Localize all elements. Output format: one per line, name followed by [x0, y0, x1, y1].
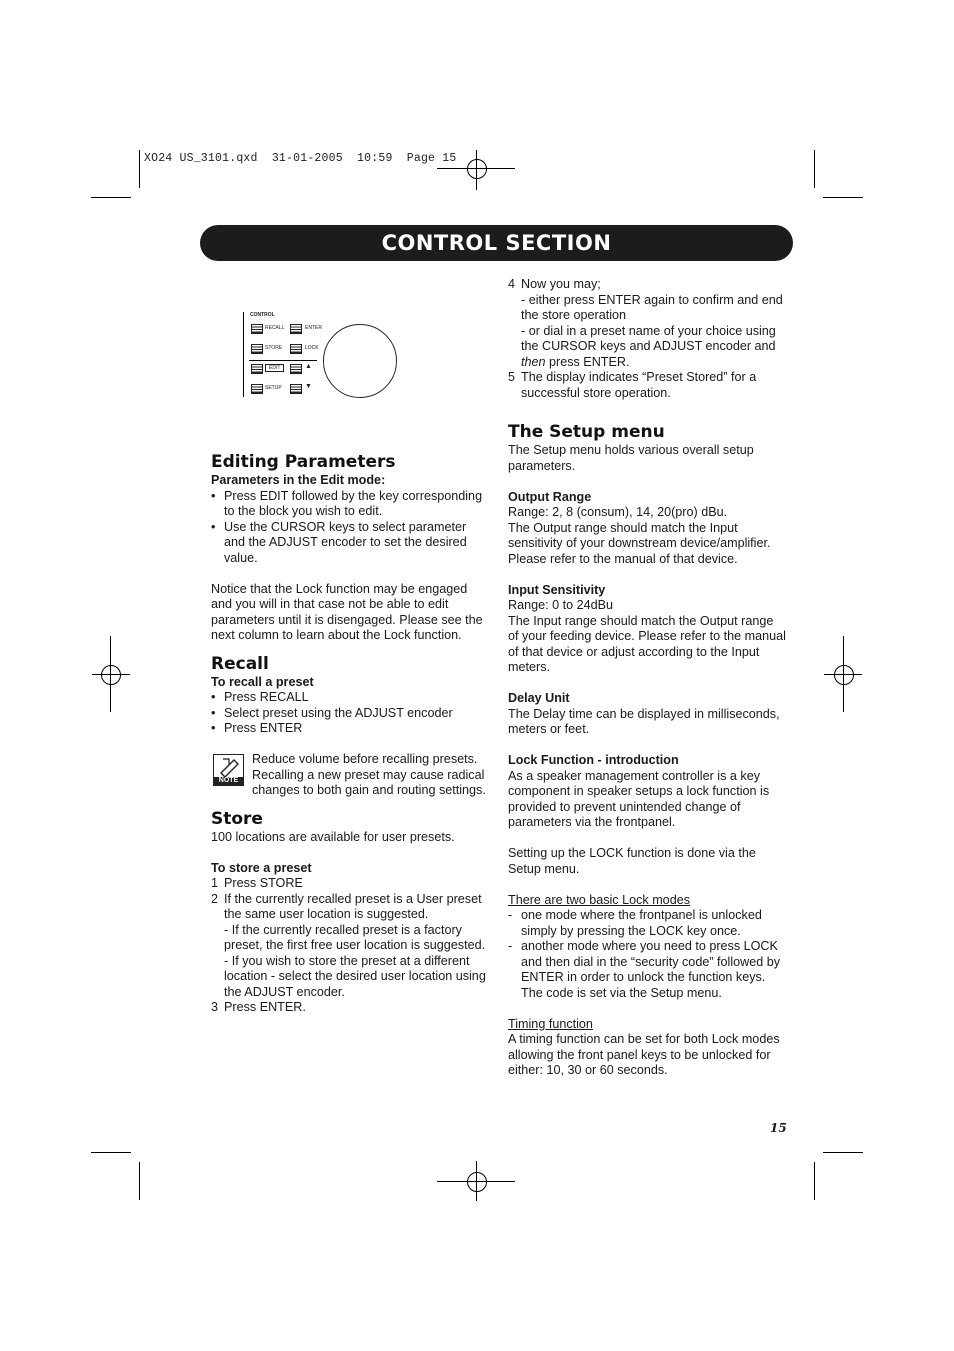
file-info: XO24 US_3101.qxd 31-01-2005 10:59 Page 15 [144, 152, 457, 165]
recall-heading: Recall [211, 653, 269, 674]
input-sensitivity-values: Range: 0 to 24dBu [508, 598, 614, 612]
note-text: Reduce volume before recalling presets. Recalling a new preset may cause radical changes to both gain and routing settings. [252, 752, 486, 797]
banner-title: CONTROL SECTION [381, 231, 612, 255]
setup-key [251, 384, 263, 394]
delay-unit-text: The Delay time can be displayed in milliseconds, meters or feet. [508, 706, 780, 736]
setup-heading: The Setup menu [508, 422, 665, 442]
store-subheading: To store a preset [211, 860, 312, 875]
lock-function-heading: Lock Function - introduction [508, 753, 679, 767]
output-range-values: Range: 2, 8 (consum), 14, 20(pro) dBu. [508, 505, 728, 519]
page-number: 15 [770, 1121, 787, 1135]
input-sensitivity-heading: Input Sensitivity [508, 582, 606, 597]
note-box [211, 752, 486, 799]
lock-notice: Notice that the Lock function may be engaged and you will in that case not be able to edit parameters until it is disengaged. Please see the next column to learn about the Lock function. [211, 581, 483, 642]
list-item-continuation: - If you wish to store the preset at a different location - select the desired user location using the ADJUST encoder. [224, 953, 486, 999]
output-range-text: The Output range should match the Input sensitivity of your downstream device/amplifier. Please refer to the manual of that device. [508, 520, 771, 566]
list-item: 4 Now you may; [508, 277, 601, 291]
lock-key-label: LOCK [305, 345, 319, 351]
recall-subheading: To recall a preset [211, 674, 314, 689]
timing-function-text: A timing function can be set for both Lock modes allowing the front panel keys to be unlocked for either: 10, 30 or 60 seconds. [508, 1032, 780, 1077]
lock-function-text: As a speaker management controller is a key component in speaker setups a lock function is provided to prevent unintended change of parameters via the frontpanel. [508, 768, 770, 829]
list-item-continuation: - If the currently recalled preset is a factory preset, the first free user location is suggested. [224, 922, 486, 952]
lock-key [290, 344, 302, 354]
enter-key [290, 324, 302, 334]
right-column [508, 277, 786, 1079]
list-item: - another mode where you need to press LOCK and then dial in the “security code” followed by ENTER in order to unlock the function keys. The code is set via the Setup menu. [508, 939, 781, 1000]
list-item: • Press RECALL [211, 690, 486, 706]
timing-function-heading: Timing function [508, 1016, 593, 1031]
input-sensitivity-text: The Input range should match the Output range of your feeding device. Please refer to the manual of that device or adjust according to the Input meters. [508, 613, 786, 674]
list-item: 3 Press ENTER. [211, 1000, 306, 1014]
note-label: NOTE [214, 777, 243, 785]
list-item-continuation: - either press ENTER again to confirm and end the store operation [521, 292, 783, 322]
setup-intro: The Setup menu holds various overall setup parameters. [508, 443, 754, 473]
list-item: - one mode where the frontpanel is unlocked simply by pressing the LOCK key once. [508, 908, 762, 938]
store-intro: 100 locations are available for user presets. [211, 829, 455, 844]
store-key [251, 344, 263, 354]
list-item: 5 The display indicates “Preset Stored” for a successful store operation. [508, 370, 757, 400]
enter-key-label: ENTER [305, 325, 322, 331]
store-heading: Store [211, 808, 263, 829]
recall-key [251, 324, 263, 334]
lock-modes-heading: There are two basic Lock modes [508, 892, 690, 907]
edit-key [251, 364, 263, 374]
editing-heading: Editing Parameters [211, 452, 396, 472]
list-item: • Press EDIT followed by the key corresponding to the block you wish to edit. [211, 489, 486, 520]
list-item: 1 Press STORE [211, 876, 303, 890]
editing-subheading: Parameters in the Edit mode: [211, 473, 386, 487]
output-range-heading: Output Range [508, 489, 592, 504]
note-icon [213, 754, 244, 786]
list-item: • Select preset using the ADJUST encoder [211, 706, 486, 722]
arrow-up-icon: ▲ [305, 363, 312, 370]
recall-key-label: RECALL [265, 325, 285, 331]
left-column [211, 451, 486, 1016]
list-item: 2 If the currently recalled preset is a User preset the same user location is suggested. [211, 891, 482, 921]
cursor-down-key [290, 384, 302, 394]
list-item-continuation: - or dial in a preset name of your choice using the CURSOR keys and ADJUST encoder and then press ENTER. [521, 323, 776, 369]
edit-key-label: EDIT [265, 364, 284, 372]
adjust-encoder-knob [323, 324, 397, 398]
setup-key-label: SETUP [265, 385, 282, 391]
panel-title: CONTROL [250, 312, 275, 318]
store-key-label: STORE [265, 345, 283, 351]
list-item: • Use the CURSOR keys to select parameter and the ADJUST encoder to set the desired value. [211, 520, 486, 567]
arrow-down-icon: ▼ [305, 383, 312, 390]
cursor-up-key [290, 364, 302, 374]
delay-unit-heading: Delay Unit [508, 691, 570, 705]
list-item: • Press ENTER [211, 721, 486, 737]
section-banner [200, 225, 793, 261]
lock-setup-text: Setting up the LOCK function is done via the Setup menu. [508, 846, 756, 876]
